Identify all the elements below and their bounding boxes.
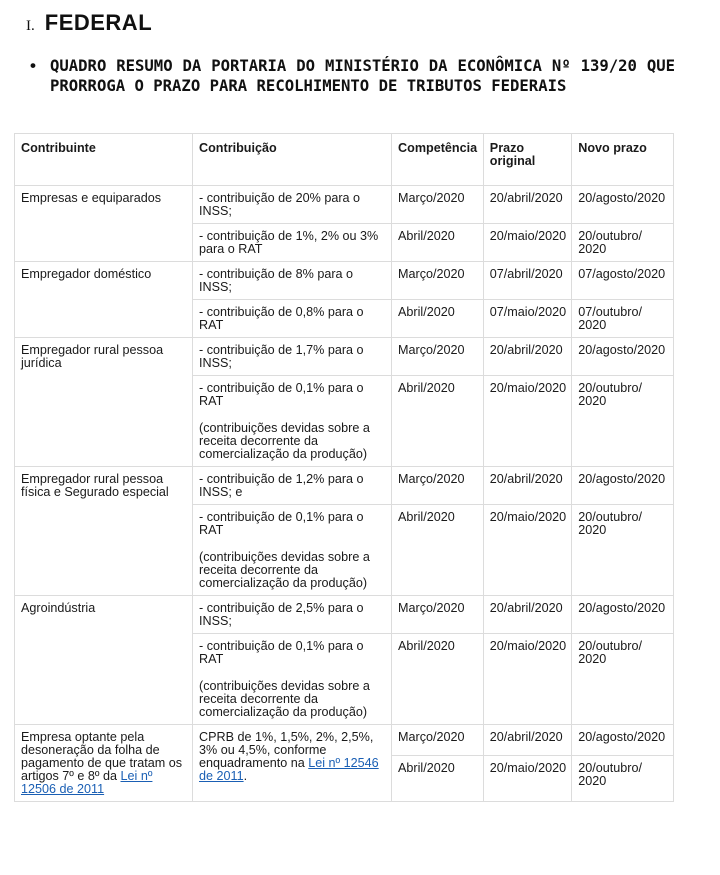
cell-contribuinte: Empresas e equiparados	[15, 186, 193, 262]
cell-contribuinte: Empregador rural pessoa jurídica	[15, 338, 193, 467]
cell-competencia: Abril/2020	[392, 224, 484, 262]
cell-contribuicao	[193, 224, 392, 262]
cell-novo-prazo: 20/agosto/2020	[572, 596, 674, 634]
cell-contribuicao	[193, 376, 392, 467]
contribuicao-tail: .	[243, 769, 248, 783]
cell-prazo-original: 20/maio/2020	[483, 634, 571, 725]
header-novo-prazo: Novo prazo	[572, 134, 674, 186]
contribuicao-text: - contribuição de 1,2% para o INSS; e	[199, 472, 364, 499]
contribuicao-text: - contribuição de 0,1% para o RAT	[199, 381, 364, 408]
cell-contribuicao	[193, 634, 392, 725]
contribuicao-text: - contribuição de 2,5% para o INSS;	[199, 601, 364, 628]
table-row	[15, 338, 674, 376]
contribuicao-text: - contribuição de 0,1% para o RAT	[199, 510, 364, 537]
cell-contribuicao	[193, 186, 392, 224]
contribuinte-text: Empresa optante pela desoneração da folha de pagamento de que tratam os artigos 7º e 8º da	[21, 730, 183, 783]
cell-competencia: Março/2020	[392, 467, 484, 505]
contribuicao-text: - contribuição de 8% para o INSS;	[199, 267, 354, 294]
cell-prazo-original: 20/maio/2020	[483, 755, 571, 801]
cell-novo-prazo: 07/agosto/2020	[572, 262, 674, 300]
cell-novo-prazo: 20/outubro/ 2020	[572, 376, 674, 467]
cell-prazo-original: 20/abril/2020	[483, 596, 571, 634]
cell-contribuinte: Empregador rural pessoa física e Segurado especial	[15, 467, 193, 596]
cell-competencia: Março/2020	[392, 186, 484, 224]
table-row	[15, 262, 674, 300]
contribuicao-text: - contribuição de 0,1% para o RAT	[199, 639, 364, 666]
cell-novo-prazo: 20/agosto/2020	[572, 467, 674, 505]
cell-contribuicao	[193, 300, 392, 338]
table-row	[15, 467, 674, 505]
cell-prazo-original: 20/abril/2020	[483, 186, 571, 224]
contribuicao-text: CPRB de 1%, 1,5%, 2%, 2,5%, 3% ou 4,5%, conforme enquadramento na	[199, 730, 374, 770]
cell-contribuicao	[193, 596, 392, 634]
cell-competencia: Abril/2020	[392, 755, 484, 801]
cell-novo-prazo: 20/agosto/2020	[572, 725, 674, 756]
deadline-table	[14, 133, 674, 802]
contribuicao-text: - contribuição de 1%, 2% ou 3% para o RAT	[199, 229, 379, 256]
cell-contribuinte: Agroindústria	[15, 596, 193, 725]
cell-contribuicao	[193, 725, 392, 802]
cell-competencia: Março/2020	[392, 725, 484, 756]
cell-competencia: Abril/2020	[392, 505, 484, 596]
table-row	[15, 725, 674, 756]
cell-prazo-original: 20/abril/2020	[483, 338, 571, 376]
cell-contribuicao	[193, 505, 392, 596]
cell-prazo-original: 20/maio/2020	[483, 505, 571, 596]
cell-novo-prazo: 20/outubro/ 2020	[572, 634, 674, 725]
section-heading	[26, 10, 152, 36]
bullet-icon: •	[30, 56, 36, 75]
cell-competencia: Março/2020	[392, 262, 484, 300]
header-prazo-original: Prazo original	[483, 134, 571, 186]
cell-novo-prazo: 20/outubro/ 2020	[572, 755, 674, 801]
contribuicao-note: (contribuições devidas sobre a receita decorrente da comercialização da produção)	[199, 679, 370, 719]
header-contribuicao: Contribuição	[193, 134, 392, 186]
contribuicao-text: - contribuição de 20% para o INSS;	[199, 191, 361, 218]
cell-contribuicao	[193, 262, 392, 300]
cell-novo-prazo: 20/agosto/2020	[572, 186, 674, 224]
section-title: FEDERAL	[44, 10, 153, 35]
cell-prazo-original: 07/maio/2020	[483, 300, 571, 338]
header-contribuinte: Contribuinte	[15, 134, 193, 186]
section-numeral: I.	[26, 18, 35, 34]
header-competencia: Competência	[392, 134, 484, 186]
cell-competencia: Março/2020	[392, 338, 484, 376]
summary-heading: QUADRO RESUMO DA PORTARIA DO MINISTÉRIO DA ECONÔMICA Nº 139/20 QUE PRORROGA O PRAZO PARA RECOLHIMENTO DE TRIBUTOS FEDERAIS	[50, 57, 675, 95]
cell-competencia: Abril/2020	[392, 300, 484, 338]
cell-novo-prazo: 07/outubro/ 2020	[572, 300, 674, 338]
cell-prazo-original: 20/maio/2020	[483, 376, 571, 467]
cell-novo-prazo: 20/outubro/ 2020	[572, 224, 674, 262]
cell-contribuinte	[15, 725, 193, 802]
cell-prazo-original: 20/abril/2020	[483, 467, 571, 505]
contribuicao-note: (contribuições devidas sobre a receita decorrente da comercialização da produção)	[199, 421, 370, 461]
cell-prazo-original: 20/abril/2020	[483, 725, 571, 756]
table-body	[15, 186, 674, 802]
cell-competencia: Abril/2020	[392, 376, 484, 467]
cell-contribuinte: Empregador doméstico	[15, 262, 193, 338]
table-header	[15, 134, 674, 186]
contribuicao-text: - contribuição de 1,7% para o INSS;	[199, 343, 364, 370]
table-row	[15, 596, 674, 634]
table-row	[15, 186, 674, 224]
cell-competencia: Abril/2020	[392, 634, 484, 725]
table-header-row	[15, 134, 674, 186]
summary-list-item	[30, 56, 675, 96]
cell-novo-prazo: 20/agosto/2020	[572, 338, 674, 376]
contribuicao-note: (contribuições devidas sobre a receita decorrente da comercialização da produção)	[199, 550, 370, 590]
contribuicao-text: - contribuição de 0,8% para o RAT	[199, 305, 364, 332]
cell-competencia: Março/2020	[392, 596, 484, 634]
cell-prazo-original: 20/maio/2020	[483, 224, 571, 262]
cell-contribuicao	[193, 467, 392, 505]
lei-12506-link[interactable]: Lei nº 12506 de 2011	[21, 769, 153, 796]
cell-contribuicao	[193, 338, 392, 376]
cell-novo-prazo: 20/outubro/ 2020	[572, 505, 674, 596]
cell-prazo-original: 07/abril/2020	[483, 262, 571, 300]
lei-12546-link[interactable]: Lei nº 12546 de 2011	[199, 756, 379, 783]
